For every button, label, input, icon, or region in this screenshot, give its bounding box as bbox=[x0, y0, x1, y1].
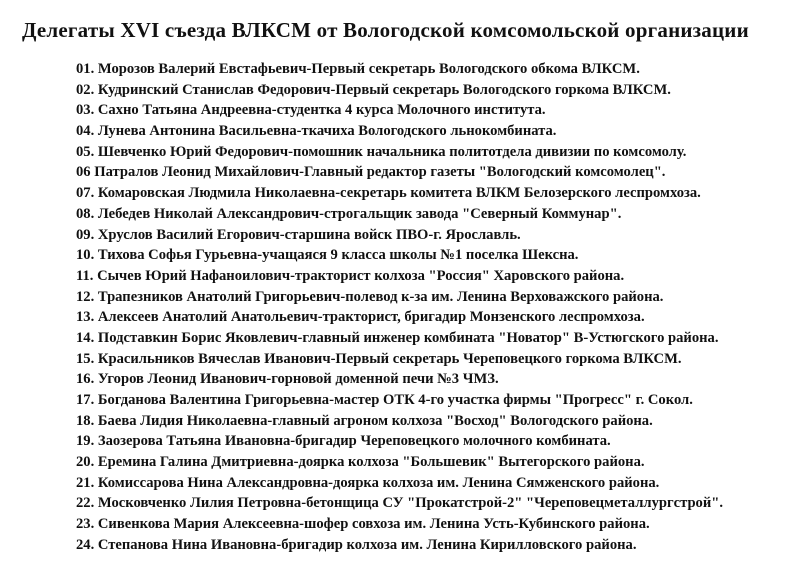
list-item: 17. Богданова Валентина Григорьевна-мастер ОТК 4-го участка фирмы "Прогресс" г. Сокол. bbox=[76, 392, 693, 408]
list-item: 20. Еремина Галина Дмитриевна-доярка колхоза "Большевик" Вытегорского района. bbox=[76, 454, 645, 471]
list-item: 11. Сычев Юрий Нафаноилович-тракторист колхоза "Россия" Харовского района. bbox=[76, 267, 625, 284]
list-item: 09. Хруслов Василий Егорович-старшина войск ПВО-г. Ярославль. bbox=[76, 226, 521, 243]
list-item: 10. Тихова Софья Гурьевна-учащаяся 9 класса школы №1 поселка Шексна. bbox=[76, 247, 579, 264]
list-item: 13. Алексеев Анатолий Анатольевич-тракторист, бригадир Монзенского леспромхоза. bbox=[76, 309, 645, 326]
list-item: 12. Трапезников Анатолий Григорьевич-полевод к-за им. Ленина Верховажского района. bbox=[76, 288, 664, 305]
list-item: 19. Заозерова Татьяна Ивановна-бригадир Череповецкого молочного комбината. bbox=[76, 433, 611, 450]
list-item: 24. Степанова Нина Ивановна-бригадир колхоза им. Ленина Кирилловского района. bbox=[76, 536, 637, 553]
list-item: 18. Баева Лидия Николаевна-главный агроном колхоза "Восход" Вологодского района. bbox=[76, 412, 653, 429]
list-item: 03. Сахно Татьяна Андреевна-студентка 4 курса Молочного института. bbox=[76, 102, 546, 119]
list-item: 02. Кудринский Станислав Федорович-Первый секретарь Вологодского горкома ВЛКСМ. bbox=[76, 81, 671, 98]
list-item: 14. Подставкин Борис Яковлевич-главный инженер комбината "Новатор" В-Устюгского района. bbox=[76, 329, 719, 346]
list-item: 23. Сивенкова Мария Алексеевна-шофер совхоза им. Ленина Усть-Кубинского района. bbox=[76, 516, 650, 533]
list-item: 01. Морозов Валерий Евстафьевич-Первый секретарь Вологодского обкома ВЛКСМ. bbox=[76, 61, 640, 77]
list-item: 08. Лебедев Николай Александрович-строгальщик завода "Северный Коммунар". bbox=[76, 205, 622, 222]
page-title: Делегаты XVI съезда ВЛКСМ от Вологодской комсомольской организации bbox=[22, 18, 749, 42]
list-item: 16. Угоров Леонид Иванович-горновой доменной печи №3 ЧМЗ. bbox=[76, 371, 499, 388]
list-item: 07. Комаровская Людмила Николаевна-секретарь комитета ВЛКМ Белозерского леспромхоза. bbox=[76, 185, 701, 202]
list-item: 15. Красильников Вячеслав Иванович-Первый секретарь Череповецкого горкома ВЛКСМ. bbox=[76, 350, 682, 367]
list-item: 21. Комиссарова Нина Александровна-доярка колхоза им. Ленина Сямженского района. bbox=[76, 474, 660, 491]
list-item: 04. Лунева Антонина Васильевна-ткачиха Вологодского льнокомбината. bbox=[76, 123, 557, 140]
list-item: 22. Московченко Лилия Петровна-бетонщица СУ "Прокатстрой-2" "Череповецметаллургстрой". bbox=[76, 495, 724, 512]
list-item: 05. Шевченко Юрий Федорович-помошник начальника политотдела дивизии по комсомолу. bbox=[76, 143, 687, 160]
list-item: 06 Патралов Леонид Михайлович-Главный редактор газеты "Вологодский комсомолец". bbox=[76, 164, 666, 181]
delegate-list bbox=[76, 59, 791, 556]
